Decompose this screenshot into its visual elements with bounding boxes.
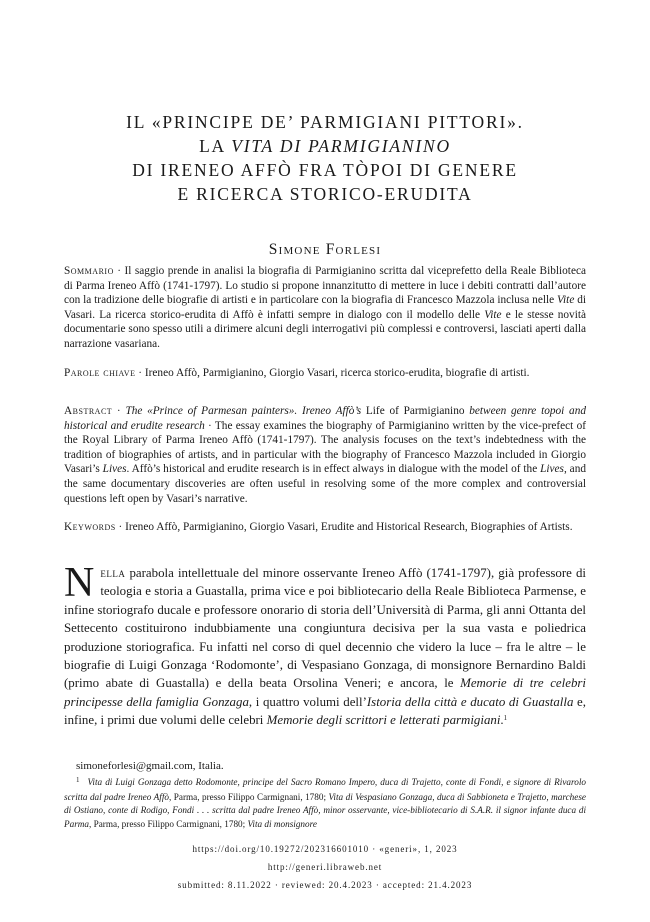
journal-url[interactable]: http://generi.libraweb.net (267, 862, 383, 872)
separator: · (115, 521, 126, 533)
separator: · (204, 419, 215, 432)
lead-in: ella (100, 566, 126, 580)
author-email[interactable]: simoneforlesi@gmail.com, Italia. (76, 760, 224, 772)
footnote-italic: Vita di Vespasiano Gonzaga, duca di Sabbioneta e Trajetto, marchese di Ostiano, conte di Rodigo, Fondi . . . scritta dal padre Ireneo Affò, minor osservante, vice-bibliotecario di S.A.R. il signor infante duca di Parma (64, 791, 586, 829)
sommario-vite: Vite (556, 294, 575, 307)
parole-chiave-text: Ireneo Affò, Parmigianino, Giorgio Vasari, ricerca storico-erudita, biografie di artisti. (144, 367, 530, 379)
title-line-1: IL «PRINCIPE DE’ PARMIGIANI PITTORI». (126, 112, 524, 132)
footnote-divider (64, 755, 586, 756)
author-name: Simone Forlesi (268, 241, 382, 258)
sommario-text: e le stesse novità documentarie sono spesso utili a dirimere alcuni degli interrogativi più complessi e controversi, lasciati aperti dalla narrazione vasariana. (64, 308, 586, 350)
title-line-3: DI IRENEO AFFÒ FRA TÒPOI DI GENERE (132, 160, 518, 180)
footnote-text: , Parma, presso Filippo Carmignani, 1780; (168, 791, 329, 802)
footnote-italic: Vita di Luigi Gonzaga detto Rodomonte, principe del Sacro Romano Impero, duca di Trajetto, conte di Fondi, e signore di Rivarolo scritta dal padre Ireneo Affò (64, 777, 586, 802)
abstract-title-roman: Life of Parmigianino (365, 405, 465, 417)
title-line-2 (60, 134, 590, 158)
article-title (60, 110, 590, 206)
parole-chiave-label: Parole chiave (64, 367, 136, 379)
sommario-vite: Vite (484, 308, 502, 321)
separator: · (113, 265, 125, 277)
abstract-lives: Lives (102, 463, 127, 476)
body-text: . (500, 713, 504, 728)
submission-dates: submitted: 8.11.2022 · reviewed: 20.4.2023 · accepted: 21.4.2023 (177, 880, 473, 890)
title-line-2-italic: VITA DI PARMIGIANINO (231, 136, 451, 156)
abstract-text: . Affò’s historical and erudite research is in effect always in dialogue with the model of the (126, 463, 541, 476)
separator: · (112, 405, 126, 417)
footnote-italic: Vita di monsignore (247, 818, 317, 829)
body-text: , i quattro volumi dell’ (248, 694, 367, 709)
body-italic: Memorie di tre celebri principesse della famiglia Gonzaga (64, 676, 587, 709)
abstract-title: The «Prince of Parmesan painters». Ireneo Affò’s (125, 405, 366, 417)
abstract-block (64, 404, 586, 506)
sommario-text: Il saggio prende in analisi la biografia di Parmigianino scritta dal viceprefetto della Reale Biblioteca di Parma Ireneo Affò (1741-1797). Lo studio si propone innanzitutto di mettere in luce i debiti contratti dall’autore con la tradizione delle biografie di artisti e in particolare con la biografia di Francesco Mazzola inclusa nelle (64, 265, 586, 307)
footnote-reference[interactable]: 1 (503, 714, 508, 723)
sommario-block (64, 264, 586, 352)
drop-cap: N (64, 560, 95, 606)
title-line-2-prefix: LA (199, 136, 232, 156)
abstract-label: Abstract (64, 405, 113, 417)
sommario-text: di Vasari. La ricerca storico-erudita di Affò è infatti sempre in dialogo con il modello delle (64, 294, 586, 321)
doi-line[interactable]: https://doi.org/10.19272/202316601010 · «generi», 1, 2023 (192, 844, 458, 854)
parole-chiave-block (64, 366, 586, 381)
body-text: parabola intellettuale del minore osservante Ireneo Affò (1741-1797), già professore di teologia e storia a Guastalla, prima vice e poi bibliotecario della Reale Biblioteca Parmense, e infine storiografo ducale e professore onorario di storia dell’Università di Parma, gli anni Ottanta del Settecento costituirono indubbiamente una congiuntura decisiva per la sua vasta e poliedrica produzione storiografica. Fu infatti nel corso di quel decennio che videro la luce – fra le altre – le biografie di Luigi Gonzaga ‘Rodomonte’, di Vespasiano Gonzaga, di monsignore Bernardino Baldi (primo abate di Guastalla) e della beata Orsolina Veneri; e ancora, le (64, 566, 586, 691)
abstract-lives: Lives (540, 463, 564, 476)
body-paragraph (64, 560, 587, 732)
footnote-text: , Parma, presso Filippo Carmignani, 1780; (89, 818, 248, 829)
footnote-number: 1 (76, 776, 80, 784)
body-text: e, infine, i primi due volumi delle celebri (64, 694, 586, 728)
body-italic: Memorie degli scrittori e letterati parmigiani (266, 713, 501, 728)
abstract-text: , and the same documentary discoveries are often useful in resolving some of the more complex and controversial questions left open by Vasari’s narrative. (64, 463, 586, 505)
abstract-text: The essay examines the biography of Parmigianino written by the vice-prefect of the Royal Library of Parma Ireneo Affò (1741-1797). The analysis focuses on the text’s indebtedness with the tradition of biographies of artists, and in particular with the biography of Francesco Mazzola included in Giorgio Vasari’s (64, 419, 586, 476)
title-line-4: E RICERCA STORICO-ERUDITA (177, 184, 473, 204)
footnote-1 (64, 776, 586, 831)
abstract-title: between genre topoi and historical and erudite research (64, 405, 586, 432)
keywords-text: Ireneo Affò, Parmigianino, Giorgio Vasari, Erudite and Historical Research, Biographies of Artists. (125, 521, 573, 533)
keywords-block (64, 520, 586, 535)
keywords-label: Keywords (64, 521, 116, 533)
body-italic: Istoria della città e ducato di Guastalla (366, 694, 574, 709)
separator: · (135, 367, 145, 379)
sommario-label: Sommario (64, 265, 114, 277)
